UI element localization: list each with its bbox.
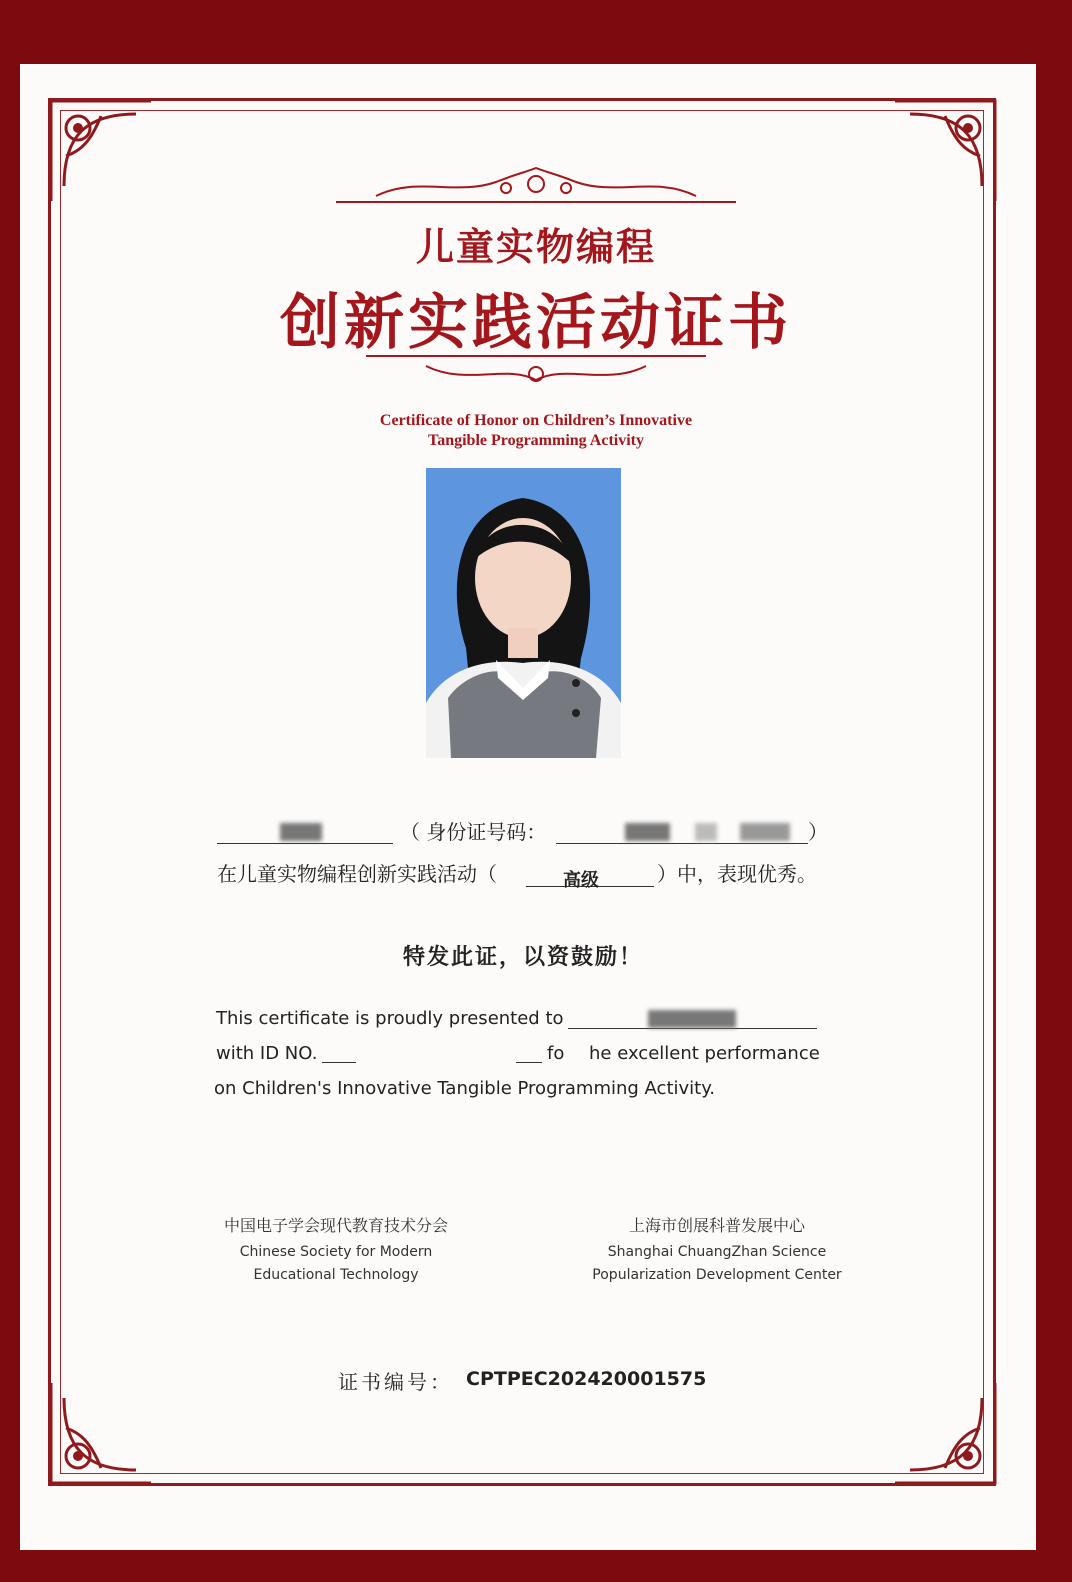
english-id-blank-a	[322, 1062, 356, 1063]
title-english-line2: Tangible Programming Activity	[428, 432, 644, 449]
corner-ornament-bottom-left	[46, 1378, 156, 1488]
redacted-name	[280, 823, 322, 841]
activity-prefix: 在儿童实物编程创新实践活动（	[217, 862, 497, 886]
english-line3: on Children's Innovative Tangible Programming Activity.	[214, 1078, 716, 1099]
issuer-1-en-line1: Chinese Society for Modern	[239, 1244, 433, 1260]
issuer-1-cn: 中国电子学会现代教育技术分会	[223, 1216, 448, 1235]
english-line2-start: with ID NO.	[216, 1043, 318, 1064]
title-ornament-bottom	[0, 352, 1072, 396]
level-value: 高级	[563, 870, 599, 891]
redacted-english-name	[648, 1010, 736, 1028]
issuer-2-cn: 上海市创展科普发展中心	[628, 1216, 805, 1235]
english-id-blank-b	[516, 1062, 542, 1063]
certificate-number: CPTPEC202420001575	[466, 1368, 707, 1390]
title-ornament-top	[0, 162, 1072, 212]
name-blank-line	[217, 843, 393, 844]
recipient-photo	[426, 468, 621, 758]
activity-suffix: ）中，表现优秀。	[657, 862, 817, 886]
corner-ornament-bottom-right	[890, 1378, 1000, 1488]
redacted-id-part2	[695, 823, 717, 841]
title-chinese-small: 儿童实物编程	[415, 224, 656, 269]
redacted-id-part3	[740, 823, 790, 841]
id-number-blank-line	[556, 843, 808, 844]
english-name-blank	[568, 1028, 817, 1029]
issuer-2-en-line1: Shanghai ChuangZhan Science	[607, 1244, 827, 1260]
english-line1: This certificate is proudly presented to	[216, 1008, 564, 1029]
certificate-number-label: 证书编号：	[338, 1370, 453, 1394]
issuer-2-en-line2: Popularization Development Center	[592, 1267, 842, 1283]
title-chinese-main: 创新实践活动证书	[280, 288, 792, 358]
title-english-line1: Certificate of Honor on Children’s Innovative	[379, 412, 693, 429]
id-number-close: ）	[808, 820, 828, 844]
english-line2-fo: fo	[547, 1043, 565, 1064]
award-statement: 特发此证，以资鼓励！	[402, 945, 643, 970]
id-number-label: （ 身份证号码：	[400, 820, 547, 844]
english-line2-end: he excellent performance	[589, 1043, 820, 1064]
issuer-1-en-line2: Educational Technology	[253, 1267, 419, 1283]
redacted-id-part1	[625, 823, 670, 841]
